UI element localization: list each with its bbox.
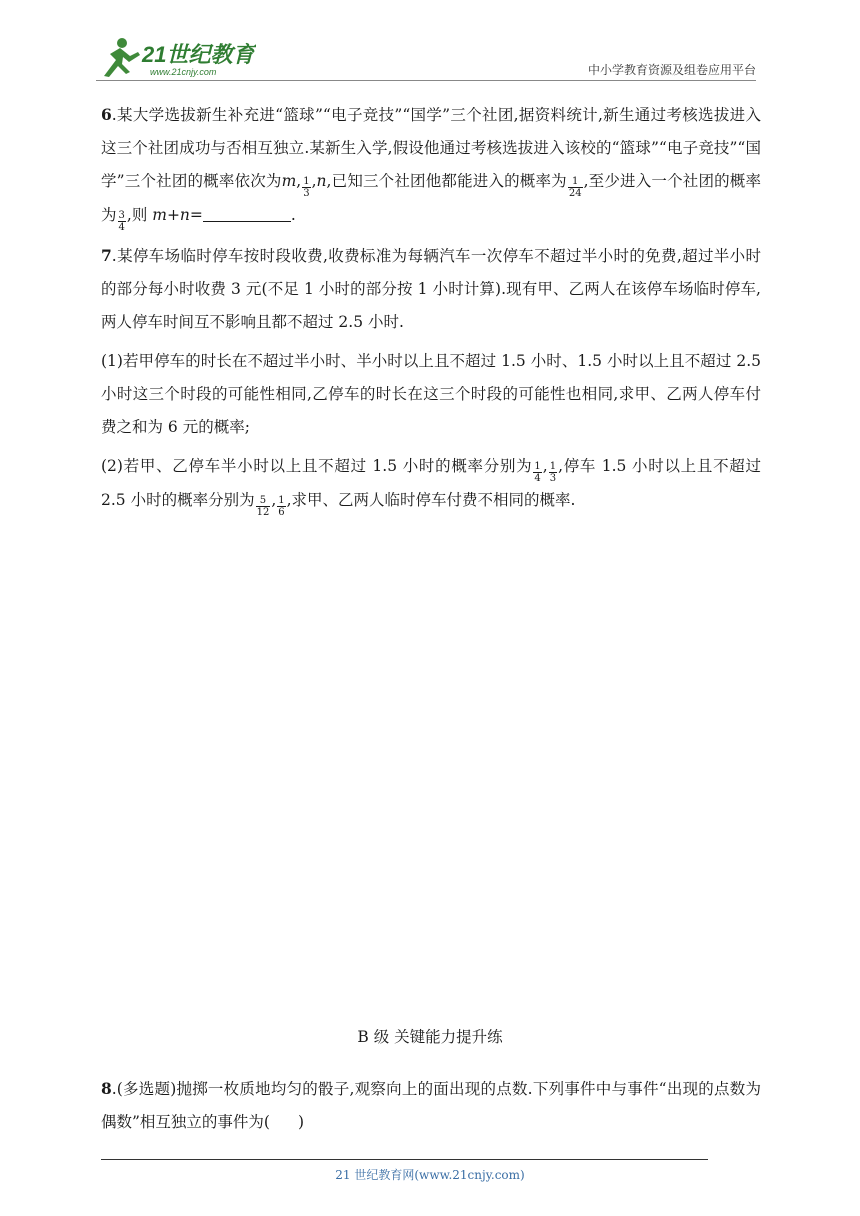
header-divider xyxy=(96,80,756,81)
logo-url: www.21cnjy.com xyxy=(150,67,217,77)
question-7-part-1: (1)若甲停车的时长在不超过半小时、半小时以上且不超过 1.5 小时、1.5 小时以上且不超过 2.5 小时这三个时段的可能性相同,乙停车的时长在这三个时段的可能性也相同,求甲、乙两人停车付费之和为 6 元的概率; xyxy=(101,352,761,436)
fraction: $\frac{1}{6}$ xyxy=(278,495,285,518)
site-name: 中小学教育资源及组卷应用平台 xyxy=(587,63,756,77)
question-6: 6.某大学选拔新生补充进“篮球”“电子竞技”“国学”三个社团,据资料统计,新生通过考核选拔进入这三个社团成功与否相互独立.某新生入学,假设他通过考核选拔进入该校的“篮球”“电子竞技”“国学”三个社团的概率依次为m, $\frac{1}{3}$ ,n,已知三个社团他都能进入的概率为 $\frac{1}{24}$ ,至少进入一个社团的概率为 $\frac{3}{4}$ ,则 m+n= . xyxy=(101,105,761,233)
question-number: 8 xyxy=(101,1078,112,1098)
footer-text: 21 世纪教育网(www.21cnjy.com) xyxy=(335,1168,525,1182)
fraction: $\frac{5}{12}$ xyxy=(256,495,270,518)
question-number: 7 xyxy=(101,246,112,265)
site-logo xyxy=(96,36,256,78)
question-8: 8.(多选题)抛掷一枚质地均匀的骰子,观察向上的面出现的点数.下列事件中与事件“出现的点数为偶数”相互独立的事件为( ) xyxy=(101,1078,761,1131)
fraction: $\frac{1}{3}$ xyxy=(549,461,557,484)
fraction: $\frac{3}{4}$ xyxy=(118,210,125,233)
fraction: $\frac{1}{24}$ xyxy=(568,176,582,199)
question-7: 7.某停车场临时停车按时段收费,收费标准为每辆汽车一次停车不超过半小时的免费,超过半小时的部分每小时收费 3 元(不足 1 小时的部分按 1 小时计算).现有甲、乙两人在该停车场临时停车,两人停车时间互不影响且都不超过 2.5 小时. xyxy=(101,246,761,331)
section-title: B 级 关键能力提升练 xyxy=(357,1028,503,1046)
footer-divider xyxy=(101,1159,708,1160)
runner-icon xyxy=(104,38,140,77)
fraction: $\frac{1}{3}$ xyxy=(303,176,310,199)
answer-blank[interactable] xyxy=(203,220,291,222)
question-7-part-2: (2)若甲、乙停车半小时以上且不超过 1.5 小时的概率分别为 $\frac{1}{4}$ , $\frac{1}{3}$ ,停车 1.5 小时以上且不超过 2.5 小时的概率分别为 $\frac{5}{12}$ , $\frac{1}{6}$ ,求甲、乙两人临时停车付费不相同的概率. xyxy=(101,457,761,518)
question-number: 6 xyxy=(101,105,112,124)
question-content xyxy=(101,98,761,524)
fraction: $\frac{1}{4}$ xyxy=(534,461,541,484)
logo-text: 21世纪教育 xyxy=(142,42,255,67)
